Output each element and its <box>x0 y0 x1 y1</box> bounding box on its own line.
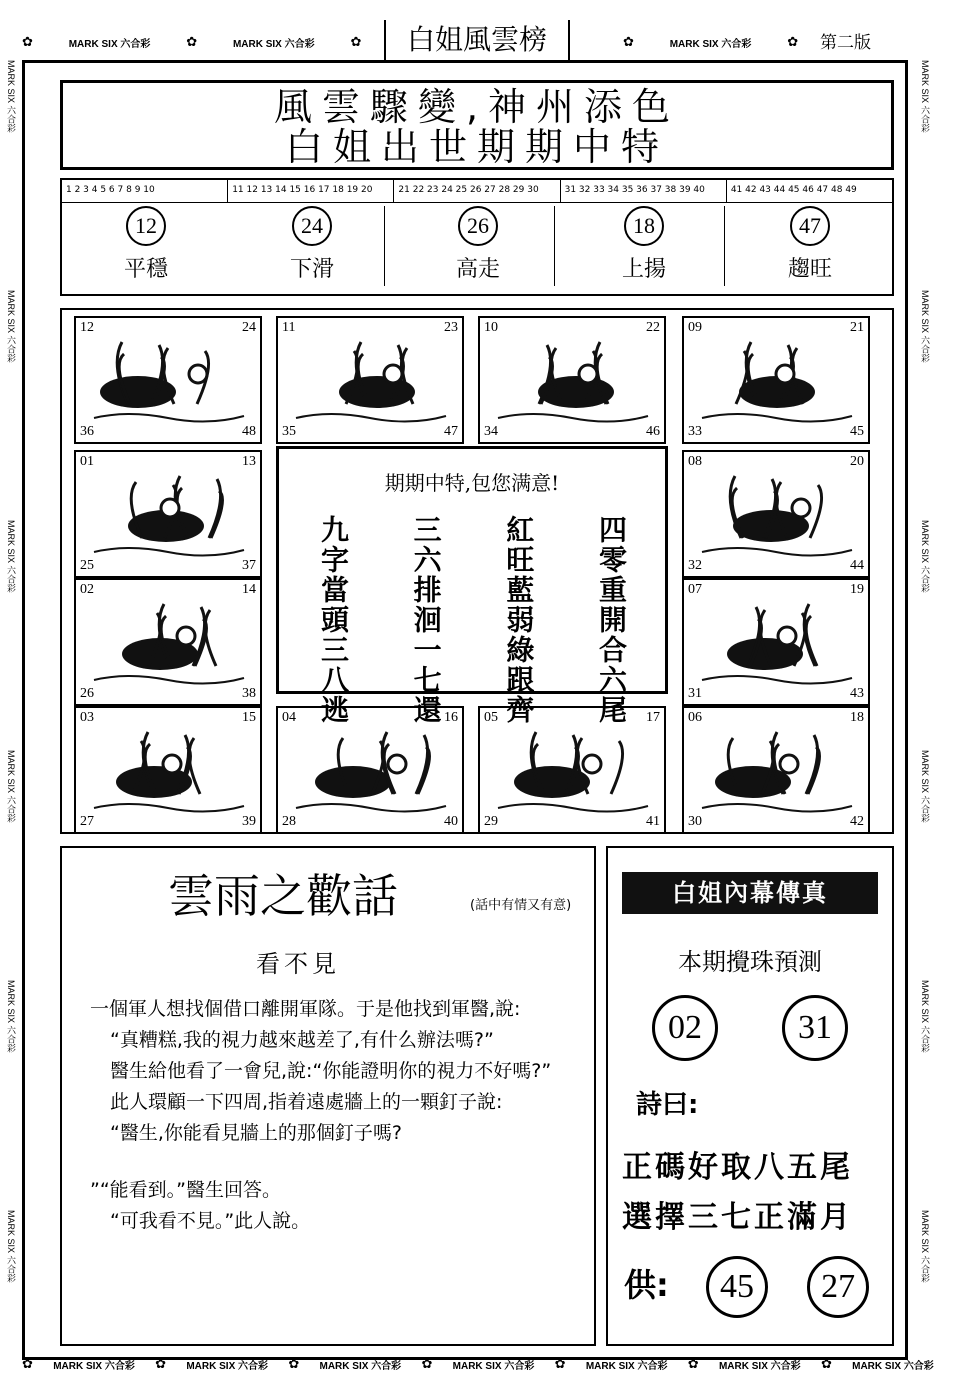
supply-number: 45 <box>706 1256 768 1318</box>
pick-label: 平穩 <box>123 257 168 282</box>
brand-mark: MARK SIX 六合彩 <box>6 750 16 823</box>
flower-icon: ✿ <box>554 1356 566 1371</box>
forecast-block <box>608 942 892 1061</box>
brand-mark: MARK SIX 六合彩 <box>6 60 16 133</box>
pick-item <box>394 206 562 294</box>
ink-illustration <box>696 468 856 560</box>
tile-number: 25 <box>80 558 94 573</box>
forecast-label: 本期攪珠預測 <box>678 948 822 976</box>
tile-number: 29 <box>484 814 498 829</box>
pick-label: 趨旺 <box>787 257 832 282</box>
brand-mark: MARK SIX 六合彩 <box>920 980 930 1053</box>
divider <box>724 206 725 286</box>
picture-tile <box>682 578 870 706</box>
tile-number: 33 <box>688 424 702 439</box>
story-paragraph: “醫生,你能看見牆上的那個釘子嗎? <box>110 1122 402 1144</box>
picture-tile <box>478 706 666 834</box>
tile-number: 27 <box>80 814 94 829</box>
left-border-strip <box>2 40 24 1360</box>
story-paragraph: 此人環顧一下四周,指着遠處牆上的一顆釘子說: <box>110 1091 503 1113</box>
verse-columns <box>317 515 627 725</box>
tile-number: 40 <box>444 814 458 829</box>
tile-number: 18 <box>850 710 864 725</box>
verse-column: 九字當頭三八逃 <box>317 515 350 725</box>
forecast-number: 02 <box>652 995 718 1061</box>
pick-label: 下滑 <box>289 257 334 282</box>
flower-icon: ✿ <box>186 34 198 49</box>
tile-number: 09 <box>688 320 702 335</box>
story-paragraph: 一個軍人想找個借口離開軍隊。于是他找到軍醫,說: <box>90 998 521 1020</box>
ink-illustration <box>290 334 450 426</box>
tile-number: 11 <box>282 320 296 335</box>
story-subtitle: (話中有情又有意) <box>470 898 572 913</box>
tile-number: 13 <box>242 454 256 469</box>
story-paragraph: 醫生給他看了一會兒,說:“你能證明你的視力不好嗎?” <box>110 1060 552 1082</box>
picture-tile <box>74 706 262 834</box>
tile-number: 19 <box>850 582 864 597</box>
flower-icon: ✿ <box>22 34 33 49</box>
pick-number: 47 <box>790 206 830 246</box>
ink-illustration <box>696 596 856 688</box>
flower-icon: ✿ <box>787 34 799 49</box>
tile-number: 47 <box>444 424 458 439</box>
supply-number: 27 <box>807 1256 869 1318</box>
pick-number: 26 <box>458 206 498 246</box>
tile-number: 22 <box>646 320 660 335</box>
picture-tile <box>74 316 262 444</box>
poem-label: 詩曰: <box>636 1090 699 1120</box>
number-strip <box>62 180 892 203</box>
ink-illustration <box>88 724 248 816</box>
tile-number: 02 <box>80 582 94 597</box>
tile-number: 45 <box>850 424 864 439</box>
flower-icon: ✿ <box>622 34 634 49</box>
pick-number: 24 <box>292 206 332 246</box>
divider <box>384 206 385 286</box>
forecast-number: 31 <box>782 995 848 1061</box>
picture-tile <box>682 450 870 578</box>
story-paragraph: ”“能看到。”醫生回答。 <box>90 1179 282 1201</box>
tile-number: 38 <box>242 686 256 701</box>
picture-tile <box>276 706 464 834</box>
brand-mark: MARK SIX 六合彩 <box>6 290 16 363</box>
tile-number: 23 <box>444 320 458 335</box>
brand-mark: MARK SIX 六合彩 <box>852 1360 934 1372</box>
insider-panel <box>606 846 894 1346</box>
tile-number: 34 <box>484 424 498 439</box>
tile-number: 10 <box>484 320 498 335</box>
verse-column: 紅旺藍弱綠跟齊 <box>502 515 536 725</box>
flower-icon: ✿ <box>350 34 362 49</box>
brand-mark: MARK SIX 六合彩 <box>452 1360 535 1372</box>
ink-illustration <box>88 468 248 560</box>
tile-number: 04 <box>282 710 296 725</box>
tile-number: 21 <box>850 320 864 335</box>
number-strip-segment: 21 22 23 24 25 26 27 28 29 30 <box>394 180 560 202</box>
pick-item <box>62 206 230 294</box>
page-title: 白姐風雲榜 <box>384 20 570 60</box>
flower-icon: ✿ <box>22 1356 33 1371</box>
tile-number: 05 <box>484 710 498 725</box>
pick-number: 12 <box>126 206 166 246</box>
supply-label: 供: <box>624 1266 669 1304</box>
supply-block <box>624 1256 869 1318</box>
brand-mark: MARK SIX 六合彩 <box>585 1360 668 1372</box>
flower-icon: ✿ <box>155 1356 167 1371</box>
picture-tile <box>682 316 870 444</box>
brand-mark: MARK SIX 六合彩 <box>920 1210 930 1283</box>
story-paragraph: “真糟糕,我的視力越來越差了,有什么辦法嗎?” <box>110 1029 494 1051</box>
tile-number: 32 <box>688 558 702 573</box>
right-border-strip <box>916 40 946 1360</box>
divider <box>554 206 555 286</box>
story-paragraph: “可我看不見。”此人說。 <box>110 1210 311 1232</box>
brand-mark: MARK SIX 六合彩 <box>920 60 930 133</box>
ink-illustration <box>492 724 652 816</box>
ink-illustration <box>88 334 248 426</box>
brand-mark: MARK SIX 六合彩 <box>920 290 930 363</box>
tile-number: 08 <box>688 454 702 469</box>
tile-number: 43 <box>850 686 864 701</box>
pick-number: 18 <box>624 206 664 246</box>
pick-label: 上揚 <box>621 257 666 282</box>
number-strip-segment: 1 2 3 4 5 6 7 8 9 10 <box>62 180 228 202</box>
tile-number: 01 <box>80 454 94 469</box>
edition-label: 第二版 <box>820 33 871 53</box>
tile-number: 06 <box>688 710 702 725</box>
tile-number: 39 <box>242 814 256 829</box>
poem-line: 選擇三七正滿月 <box>622 1200 853 1235</box>
brand-mark: MARK SIX 六合彩 <box>186 1360 269 1372</box>
ink-illustration <box>492 334 652 426</box>
pick-item <box>726 206 894 294</box>
ink-illustration <box>696 334 856 426</box>
number-strip-segment: 11 12 13 14 15 16 17 18 19 20 <box>228 180 394 202</box>
brand-mark: MARK SIX 六合彩 <box>53 1360 135 1372</box>
tile-number: 20 <box>850 454 864 469</box>
verse-headline: 期期中特,包您满意! <box>384 471 560 495</box>
picture-tile <box>74 578 262 706</box>
verse-column: 四零重開合六尾 <box>594 515 628 725</box>
tile-number: 37 <box>242 558 256 573</box>
brand-mark: MARK SIX 六合彩 <box>6 980 16 1053</box>
tile-number: 03 <box>80 710 94 725</box>
brand-mark: MARK SIX 六合彩 <box>68 38 151 50</box>
ink-illustration <box>290 724 450 816</box>
tile-number: 48 <box>242 424 256 439</box>
tile-number: 28 <box>282 814 296 829</box>
picture-tile <box>682 706 870 834</box>
tile-number: 17 <box>646 710 660 725</box>
brand-mark: MARK SIX 六合彩 <box>319 1360 402 1372</box>
tile-number: 16 <box>444 710 458 725</box>
tile-number: 26 <box>80 686 94 701</box>
slogan-line-1: 風雲驟變,神州添色 <box>273 85 681 129</box>
tile-number: 15 <box>242 710 256 725</box>
tile-number: 14 <box>242 582 256 597</box>
tile-number: 30 <box>688 814 702 829</box>
story-body <box>90 994 580 1237</box>
tile-number: 31 <box>688 686 702 701</box>
flower-icon: ✿ <box>421 1356 433 1371</box>
slogan-box <box>60 80 894 170</box>
flower-icon: ✿ <box>687 1356 699 1371</box>
ink-illustration <box>88 596 248 688</box>
tile-number: 12 <box>80 320 94 335</box>
verse-column: 三六排洄一七還 <box>409 515 443 725</box>
ink-illustration <box>696 724 856 816</box>
slogan-line-2: 白姐出世期期中特 <box>284 125 669 169</box>
tile-number: 42 <box>850 814 864 829</box>
story-panel <box>60 846 596 1346</box>
picture-tile <box>74 450 262 578</box>
brand-mark: MARK SIX 六合彩 <box>6 1210 16 1283</box>
brand-mark: MARK SIX 六合彩 <box>232 38 315 50</box>
tile-number: 07 <box>688 582 702 597</box>
number-strip-segment: 41 42 43 44 45 46 47 48 49 <box>730 185 857 195</box>
flower-icon: ✿ <box>288 1356 300 1371</box>
number-strip-segment: 31 32 33 34 35 36 37 38 39 40 <box>561 180 727 202</box>
insider-banner: 白姐內幕傳真 <box>622 872 878 914</box>
brand-mark: MARK SIX 六合彩 <box>718 1360 801 1372</box>
pick-item <box>560 206 728 294</box>
picture-tile <box>276 316 464 444</box>
poem-line: 正碼好取八五尾 <box>622 1150 853 1185</box>
flower-icon: ✿ <box>820 1356 832 1371</box>
tile-number: 36 <box>80 424 94 439</box>
tile-number: 24 <box>242 320 256 335</box>
tile-number: 41 <box>646 814 660 829</box>
picture-tile <box>478 316 666 444</box>
tile-number: 35 <box>282 424 296 439</box>
story-heading: 看不見 <box>256 950 340 978</box>
tile-number: 44 <box>850 558 864 573</box>
brand-mark: MARK SIX 六合彩 <box>920 520 930 593</box>
tile-number: 46 <box>646 424 660 439</box>
pick-label: 高走 <box>455 257 500 282</box>
brand-mark: MARK SIX 六合彩 <box>920 750 930 823</box>
story-title: 雲雨之歡話 <box>168 869 398 923</box>
brand-mark: MARK SIX 六合彩 <box>6 520 16 593</box>
picks-panel <box>60 178 894 296</box>
pick-item <box>228 206 396 294</box>
brand-mark: MARK SIX 六合彩 <box>669 38 752 50</box>
